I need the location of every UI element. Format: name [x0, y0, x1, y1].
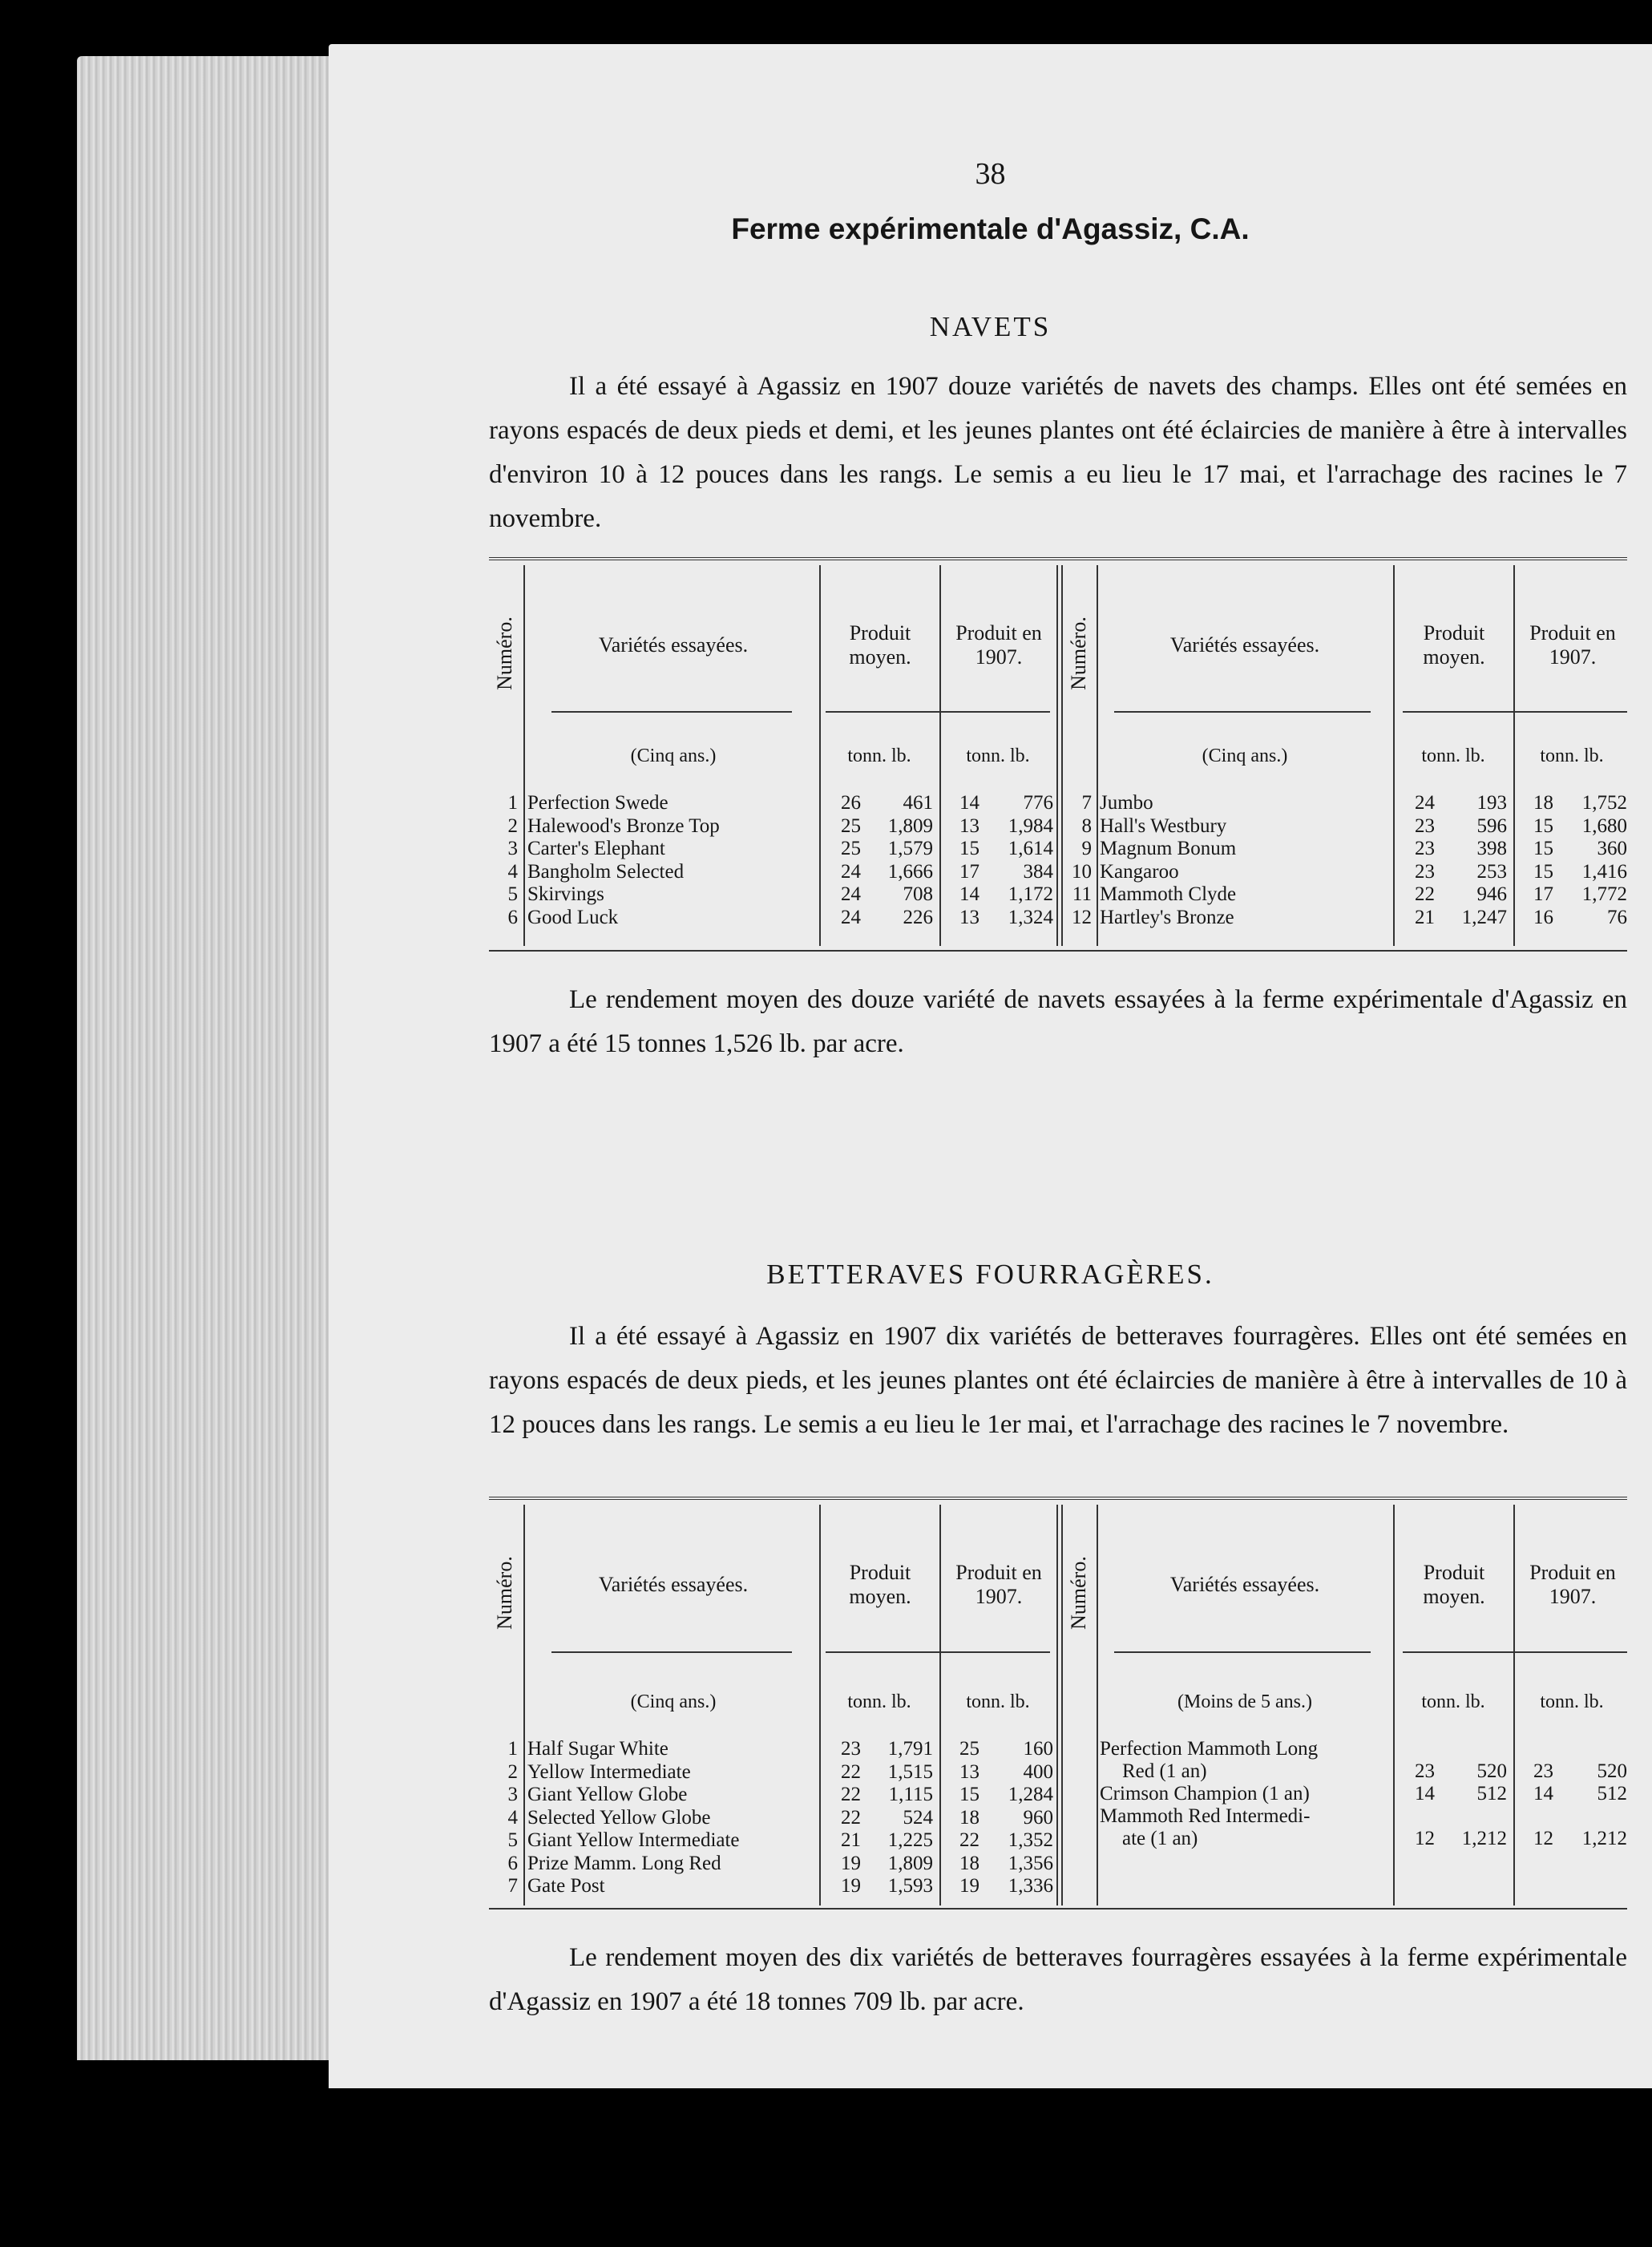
avg-tons: 14	[1415, 1783, 1435, 1804]
row-number: 5	[507, 883, 518, 905]
row-number: 12	[1072, 906, 1092, 928]
produit-1907-header: Produit en 1907.	[955, 1561, 1042, 1608]
avg-lb: 1,791	[887, 1738, 933, 1760]
yield-1907-lb: 76	[1607, 906, 1627, 928]
produit-moyen-header: Produit moyen.	[849, 1561, 911, 1608]
row-number: 5	[507, 1829, 518, 1851]
yield-1907-lb: 1,772	[1581, 883, 1627, 905]
variety-name: Mammoth Clyde	[1100, 883, 1237, 905]
produit-moyen-header-right: Produit moyen.	[1423, 621, 1485, 669]
yield-1907-tons: 16	[1533, 906, 1553, 928]
avg-lb: 193	[1476, 792, 1507, 814]
row-number: 2	[507, 814, 518, 837]
avg-lb: 1,809	[887, 1852, 933, 1874]
variety-name: Crimson Champion (1 an)	[1100, 1783, 1310, 1804]
avg-lb: 398	[1476, 838, 1507, 859]
avg-lb: 461	[903, 792, 933, 814]
avg-lb: 512	[1476, 1783, 1507, 1804]
yield-1907-tons: 19	[959, 1875, 979, 1897]
yield-1907-tons: 13	[959, 814, 979, 837]
variety-name: Skirvings	[527, 883, 604, 905]
yield-1907-tons: 18	[959, 1852, 979, 1874]
yield-1907-tons: 14	[959, 883, 979, 905]
yield-1907-tons: 17	[959, 860, 979, 883]
units-label: tonn. lb.	[966, 746, 1030, 766]
avg-tons: 19	[841, 1875, 861, 1897]
yield-1907-lb: 776	[1023, 792, 1053, 814]
produit-1907-header-right: Produit en 1907.	[1529, 1561, 1616, 1608]
variety-name: Prize Mamm. Long Red	[527, 1852, 721, 1874]
units-label: tonn. lb.	[966, 1691, 1030, 1712]
table-top-rule	[489, 557, 1627, 560]
avg-tons: 21	[1415, 906, 1435, 928]
avg-lb: 1,666	[887, 860, 933, 883]
yield-1907-tons: 15	[1533, 860, 1553, 883]
yield-1907-lb: 1,336	[1008, 1875, 1053, 1897]
yield-1907-lb: 1,356	[1008, 1852, 1053, 1874]
variety-name: Giant Yellow Globe	[527, 1784, 688, 1805]
table-bottom-rule	[489, 1908, 1627, 1910]
avg-tons: 25	[841, 838, 861, 859]
yield-1907-tons: 23	[1533, 1760, 1553, 1782]
row-number: 11	[1072, 883, 1092, 905]
avg-tons: 23	[1415, 860, 1435, 883]
yield-1907-lb: 1,352	[1008, 1829, 1053, 1851]
variety-name: Halewood's Bronze Top	[527, 814, 720, 837]
avg-lb: 708	[903, 883, 933, 905]
document-page	[329, 44, 1652, 2088]
yield-1907-tons: 12	[1533, 1828, 1553, 1849]
avg-lb: 1,212	[1461, 1828, 1507, 1849]
avg-tons: 23	[1415, 814, 1435, 837]
varietes-header: Variétés essayées.	[598, 633, 749, 657]
row-number: 8	[1081, 814, 1092, 837]
page-number: 38	[975, 157, 1006, 191]
variety-name: Hartley's Bronze	[1100, 906, 1234, 928]
row-number: 1	[507, 792, 518, 814]
yield-1907-tons: 18	[959, 1806, 979, 1829]
row-number: 1	[507, 1738, 518, 1760]
avg-tons: 24	[1415, 792, 1435, 814]
betteraves-intro: Il a été essayé à Agassiz en 1907 dix variétés de betteraves fourragères. Elles ont été semées en rayons espacés de deux pieds, et les jeunes plantes ont été éclaircies de manière à être à intervalles de 10 à 12 pouces dans les rangs. Le semis a eu lieu le 1er mai, et l'arrachage des racines le 7 novembre.	[489, 1322, 1627, 1439]
avg-tons: 23	[1415, 838, 1435, 859]
units-label: tonn. lb.	[1421, 746, 1485, 766]
avg-tons: 24	[841, 860, 861, 883]
avg-tons: 23	[841, 1738, 861, 1760]
yield-1907-tons: 14	[1533, 1783, 1553, 1804]
yield-1907-lb: 1,172	[1008, 883, 1053, 905]
produit-moyen-header-right: Produit moyen.	[1423, 1561, 1485, 1608]
units-label: tonn. lb.	[1540, 1691, 1604, 1712]
variety-name: Kangaroo	[1100, 860, 1179, 883]
cinq-ans-label: (Cinq ans.)	[630, 746, 717, 766]
avg-lb: 520	[1476, 1760, 1507, 1782]
navets-conclusion: Le rendement moyen des douze variété de navets essayées à la ferme expérimentale d'Agassiz en 1907 a été 15 tonnes 1,526 lb. par acre.	[489, 985, 1627, 1058]
units-label: tonn. lb.	[847, 1691, 911, 1712]
yield-1907-lb: 960	[1023, 1806, 1053, 1829]
row-number: 6	[507, 906, 518, 928]
variety-name: ate (1 an)	[1122, 1828, 1198, 1849]
avg-tons: 24	[841, 906, 861, 928]
row-number: 4	[507, 860, 518, 883]
numero-header-right: Numéro.	[1067, 616, 1090, 690]
avg-tons: 23	[1415, 1760, 1435, 1782]
numero-header: Numéro.	[493, 616, 516, 690]
yield-1907-lb: 1,212	[1581, 1828, 1627, 1849]
variety-name: Half Sugar White	[527, 1738, 668, 1760]
varietes-header-right: Variétés essayées.	[1169, 633, 1320, 657]
avg-lb: 524	[903, 1806, 933, 1829]
yield-1907-tons: 14	[959, 792, 979, 814]
variety-name: Perfection Swede	[527, 792, 668, 814]
row-number: 7	[1081, 792, 1092, 814]
avg-lb: 226	[903, 906, 933, 928]
variety-name: Good Luck	[527, 906, 619, 928]
navets-intro: Il a été essayé à Agassiz en 1907 douze variétés de navets des champs. Elles ont été semées en rayons espacés de deux pieds et demi, et les jeunes plantes ont été éclaircies de manière à être à intervalles d'environ 10 à 12 pouces dans les rangs. Le semis a eu lieu le 17 mai, et l'arrachage des racines le 7 novembre.	[489, 372, 1627, 533]
avg-tons: 22	[841, 1760, 861, 1783]
yield-1907-tons: 15	[1533, 838, 1553, 859]
row-number: 2	[507, 1760, 518, 1783]
avg-lb: 946	[1476, 883, 1507, 905]
row-number: 3	[507, 838, 518, 859]
yield-1907-lb: 360	[1597, 838, 1627, 859]
yield-1907-lb: 160	[1023, 1738, 1053, 1760]
avg-lb: 1,115	[888, 1784, 933, 1805]
variety-name: Selected Yellow Globe	[527, 1806, 711, 1829]
farm-title: Ferme expérimentale d'Agassiz, C.A.	[731, 212, 1250, 245]
page-edge-stack	[77, 56, 341, 2060]
yield-1907-tons: 22	[959, 1829, 979, 1851]
yield-1907-tons: 13	[959, 906, 979, 928]
variety-name: Gate Post	[527, 1875, 605, 1897]
yield-1907-tons: 13	[959, 1760, 979, 1783]
moins-5-ans-label: (Moins de 5 ans.)	[1177, 1691, 1312, 1712]
avg-tons: 22	[841, 1784, 861, 1805]
units-label: tonn. lb.	[847, 746, 911, 766]
numero-header-right: Numéro.	[1067, 1556, 1090, 1630]
avg-lb: 1,247	[1461, 906, 1507, 928]
yield-1907-tons: 15	[959, 838, 979, 859]
cinq-ans-label: (Cinq ans.)	[630, 1691, 717, 1712]
yield-1907-lb: 400	[1023, 1760, 1053, 1783]
yield-1907-tons: 17	[1533, 883, 1553, 905]
variety-name: Hall's Westbury	[1100, 814, 1227, 837]
row-number: 7	[507, 1875, 518, 1897]
yield-1907-lb: 1,614	[1008, 838, 1053, 859]
numero-header: Numéro.	[493, 1556, 516, 1630]
yield-1907-lb: 512	[1597, 1783, 1627, 1804]
avg-lb: 253	[1476, 860, 1507, 883]
avg-tons: 22	[841, 1806, 861, 1829]
avg-lb: 1,225	[887, 1829, 933, 1851]
varietes-header: Variétés essayées.	[598, 1573, 749, 1596]
units-label: tonn. lb.	[1421, 1691, 1485, 1712]
yield-1907-lb: 520	[1597, 1760, 1627, 1782]
avg-lb: 1,593	[887, 1875, 933, 1897]
avg-tons: 26	[841, 792, 861, 814]
yield-1907-tons: 18	[1533, 792, 1553, 814]
avg-lb: 1,515	[887, 1760, 933, 1783]
yield-1907-lb: 1,324	[1008, 906, 1053, 928]
row-number: 6	[507, 1852, 518, 1874]
row-number: 3	[507, 1784, 518, 1805]
cinq-ans-label-right: (Cinq ans.)	[1202, 746, 1288, 766]
variety-name: Giant Yellow Intermediate	[527, 1829, 740, 1851]
yield-1907-lb: 1,680	[1581, 814, 1627, 837]
yield-1907-lb: 384	[1023, 860, 1053, 883]
table-bottom-rule	[489, 950, 1627, 952]
yield-1907-tons: 15	[1533, 814, 1553, 837]
row-number: 4	[507, 1806, 518, 1829]
variety-name: Red (1 an)	[1122, 1760, 1207, 1782]
avg-tons: 24	[841, 883, 861, 905]
yield-1907-lb: 1,284	[1008, 1784, 1053, 1805]
units-label: tonn. lb.	[1540, 746, 1604, 766]
table-top-rule	[489, 1497, 1627, 1500]
avg-tons: 12	[1415, 1828, 1435, 1849]
variety-name-line1: Mammoth Red Intermedi-	[1100, 1805, 1311, 1827]
variety-name-line1: Perfection Mammoth Long	[1100, 1738, 1319, 1760]
avg-lb: 1,579	[887, 838, 933, 859]
betteraves-conclusion: Le rendement moyen des dix variétés de betteraves fourragères essayées à la ferme expérimentale d'Agassiz en 1907 a été 18 tonnes 709 lb. par acre.	[489, 1943, 1627, 2016]
yield-1907-lb: 1,752	[1581, 792, 1627, 814]
variety-name: Jumbo	[1100, 792, 1153, 814]
yield-1907-tons: 15	[959, 1784, 979, 1805]
avg-lb: 596	[1476, 814, 1507, 837]
varietes-header-right: Variétés essayées.	[1169, 1573, 1320, 1596]
row-number: 9	[1081, 838, 1092, 859]
avg-tons: 22	[1415, 883, 1435, 905]
avg-tons: 25	[841, 814, 861, 837]
variety-name: Yellow Intermediate	[527, 1760, 691, 1783]
variety-name: Magnum Bonum	[1100, 838, 1237, 859]
row-number: 10	[1072, 860, 1092, 883]
variety-name: Bangholm Selected	[527, 860, 685, 883]
betteraves-title: BETTERAVES FOURRAGÈRES.	[766, 1259, 1214, 1290]
navets-title: NAVETS	[929, 311, 1052, 342]
produit-1907-header: Produit en 1907.	[955, 621, 1042, 669]
avg-lb: 1,809	[887, 814, 933, 837]
yield-1907-lb: 1,984	[1008, 814, 1053, 837]
avg-tons: 19	[841, 1852, 861, 1874]
avg-tons: 21	[841, 1829, 861, 1851]
yield-1907-lb: 1,416	[1581, 860, 1627, 883]
produit-moyen-header: Produit moyen.	[849, 621, 911, 669]
yield-1907-tons: 25	[959, 1738, 979, 1760]
variety-name: Carter's Elephant	[527, 838, 665, 859]
produit-1907-header-right: Produit en 1907.	[1529, 621, 1616, 669]
